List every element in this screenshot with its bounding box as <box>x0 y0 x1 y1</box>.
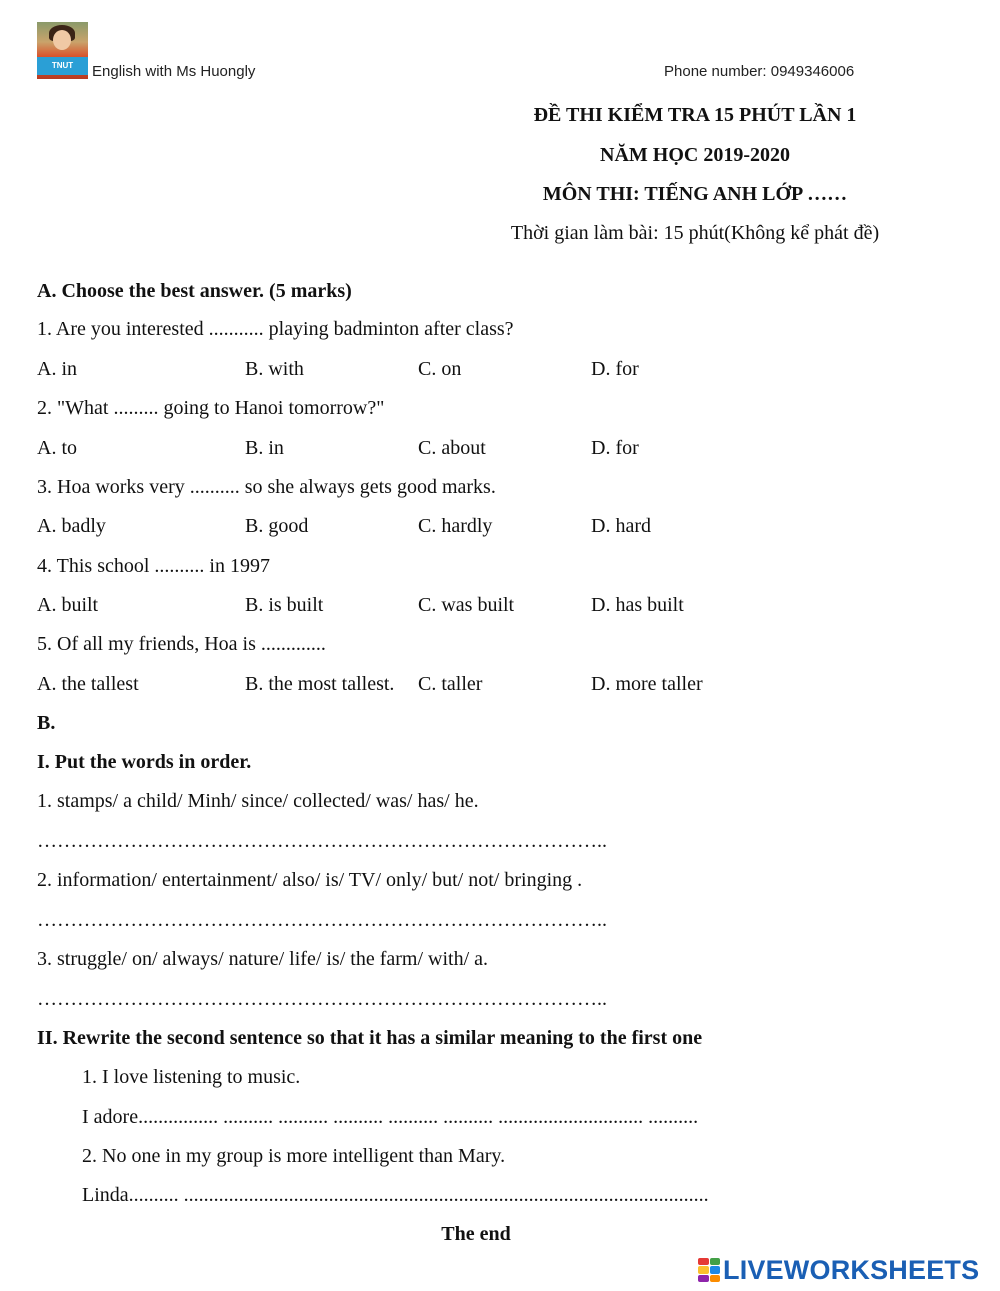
question-1: 1. Are you interested ........... playing badminton after class? <box>37 318 514 340</box>
reorder-item-1: 1. stamps/ a child/ Minh/ since/ collected/ was/ has/ he. <box>37 790 479 812</box>
q3-option-d[interactable]: D. hard <box>591 515 651 537</box>
reorder-item-3: 3. struggle/ on/ always/ nature/ life/ is/ the farm/ with/ a. <box>37 948 489 970</box>
q4-option-c[interactable]: C. was built <box>418 594 515 616</box>
q2-option-b[interactable]: B. in <box>245 437 284 459</box>
q3-option-b[interactable]: B. good <box>245 515 309 537</box>
q4-option-d[interactable]: D. has built <box>591 594 684 616</box>
part-2-heading: II. Rewrite the second sentence so that it has a similar meaning to the first one <box>37 1027 703 1049</box>
q5-option-c[interactable]: C. taller <box>418 673 483 695</box>
q2-option-a[interactable]: A. to <box>37 437 77 459</box>
reorder-item-2: 2. information/ entertainment/ also/ is/ TV/ only/ but/ not/ bringing . <box>37 869 583 891</box>
reorder-answer-2[interactable]: ………………………………………………………………………….. <box>37 909 607 931</box>
q5-option-a[interactable]: A. the tallest <box>37 673 139 695</box>
exam-title: ĐỀ THI KIỂM TRA 15 PHÚT LẦN 1 <box>533 104 857 126</box>
rewrite-item-1: 1. I love listening to music. <box>82 1066 301 1088</box>
part-1-heading: I. Put the words in order. <box>37 751 252 773</box>
liveworksheets-logo-icon <box>698 1258 720 1282</box>
school-year: NĂM HỌC 2019-2020 <box>600 144 790 166</box>
question-2: 2. "What ......... going to Hanoi tomorrow?" <box>37 397 385 419</box>
rewrite-answer-2[interactable]: Linda.......... ......................................................................................................... <box>82 1184 709 1206</box>
q5-option-b[interactable]: B. the most tallest. <box>245 673 395 695</box>
q1-option-d[interactable]: D. for <box>591 358 639 380</box>
rewrite-item-2: 2. No one in my group is more intelligent than Mary. <box>82 1145 506 1167</box>
reorder-answer-3[interactable]: ………………………………………………………………………….. <box>37 988 607 1010</box>
question-3: 3. Hoa works very .......... so she always gets good marks. <box>37 476 496 498</box>
time-allowed: Thời gian làm bài: 15 phút(Không kể phát đề) <box>510 222 880 244</box>
author-avatar <box>37 22 88 79</box>
liveworksheets-brand <box>698 1256 979 1284</box>
header-phone: Phone number: 0949346006 <box>664 63 855 80</box>
avatar-badge: TNUT <box>37 57 88 75</box>
q4-option-a[interactable]: A. built <box>37 594 99 616</box>
q2-option-d[interactable]: D. for <box>591 437 639 459</box>
q5-option-d[interactable]: D. more taller <box>591 673 703 695</box>
reorder-answer-1[interactable]: ………………………………………………………………………….. <box>37 830 607 852</box>
header-author: English with Ms Huongly <box>92 63 256 80</box>
the-end: The end <box>441 1223 511 1245</box>
liveworksheets-wordmark: LIVEWORKSHEETS <box>723 1254 980 1285</box>
q3-option-a[interactable]: A. badly <box>37 515 106 537</box>
q4-option-b[interactable]: B. is built <box>245 594 324 616</box>
section-b-heading: B. <box>37 712 56 734</box>
q1-option-a[interactable]: A. in <box>37 358 77 380</box>
section-a-heading: A. Choose the best answer. (5 marks) <box>37 280 352 302</box>
question-4: 4. This school .......... in 1997 <box>37 555 270 577</box>
question-5: 5. Of all my friends, Hoa is ............. <box>37 633 326 655</box>
avatar-face <box>53 30 71 50</box>
subject: MÔN THI: TIẾNG ANH LỚP …… <box>542 183 848 205</box>
q1-option-b[interactable]: B. with <box>245 358 304 380</box>
q1-option-c[interactable]: C. on <box>418 358 462 380</box>
rewrite-answer-1[interactable]: I adore................ .......... .......... .......... .......... .......... ............................. .......... <box>82 1106 699 1128</box>
q2-option-c[interactable]: C. about <box>418 437 486 459</box>
q3-option-c[interactable]: C. hardly <box>418 515 493 537</box>
